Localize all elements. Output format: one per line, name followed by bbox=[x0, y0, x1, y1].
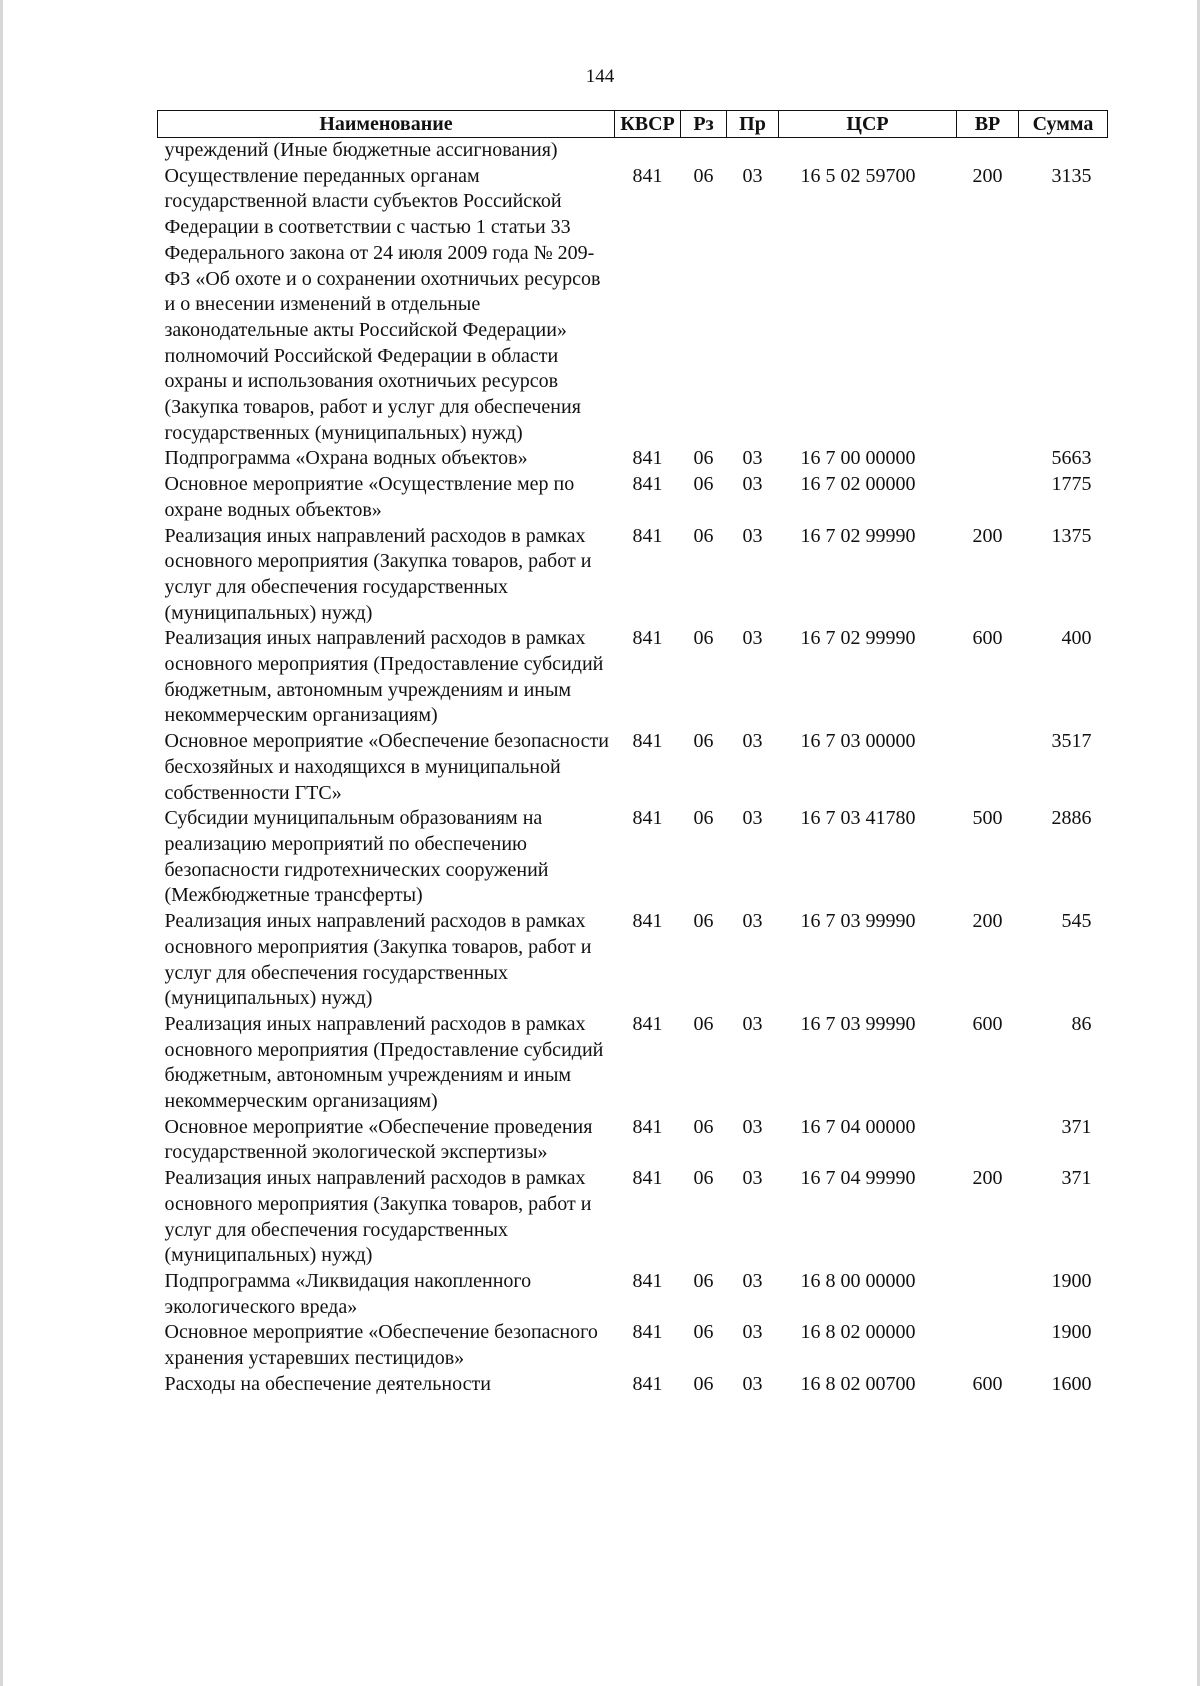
cell-rz: 06 bbox=[693, 473, 714, 496]
header-kvsr: КВСР bbox=[615, 111, 681, 138]
cell-vr: 600 bbox=[972, 627, 1003, 650]
cell-sum: 400 bbox=[1061, 627, 1092, 650]
header-rz: Рз bbox=[681, 111, 727, 138]
table-row bbox=[158, 1166, 1108, 1269]
cell-kvsr: 841 bbox=[632, 1269, 663, 1292]
cell-kvsr: 841 bbox=[632, 1115, 663, 1138]
cell-vr bbox=[957, 1115, 1019, 1166]
cell-kvsr: 841 bbox=[632, 1167, 663, 1190]
cell-csr: 16 7 02 99990 bbox=[800, 524, 916, 547]
cell-sum: 5663 bbox=[1051, 447, 1092, 470]
table-row bbox=[158, 909, 1108, 1012]
cell-sum: 545 bbox=[1061, 910, 1092, 933]
cell-rz: 06 bbox=[693, 1372, 714, 1395]
cell-pr: 03 bbox=[742, 473, 763, 496]
table-row bbox=[158, 524, 1108, 627]
cell-csr: 16 8 02 00000 bbox=[800, 1321, 916, 1344]
cell-vr bbox=[957, 1320, 1019, 1371]
cell-sum: 1375 bbox=[1051, 524, 1092, 547]
cell-vr: 200 bbox=[972, 524, 1003, 547]
cell-vr: 600 bbox=[972, 1372, 1003, 1395]
scan-edge-left bbox=[0, 0, 3, 1686]
header-csr: ЦСР bbox=[779, 111, 957, 138]
cell-kvsr: 841 bbox=[632, 1012, 663, 1035]
cell-rz: 06 bbox=[693, 1321, 714, 1344]
cell-kvsr: 841 bbox=[632, 730, 663, 753]
cell-name: Реализация иных направлений расходов в рамках основного мероприятия (Закупка товаров, работ и услуг для обеспечения государственных (муниципальных) нужд) bbox=[164, 524, 592, 624]
cell-vr bbox=[957, 729, 1019, 806]
table-row bbox=[158, 806, 1108, 909]
cell-pr bbox=[727, 138, 779, 164]
cell-kvsr: 841 bbox=[632, 627, 663, 650]
table-row bbox=[158, 472, 1108, 523]
table-row bbox=[158, 1320, 1108, 1371]
table-row bbox=[158, 1372, 1108, 1398]
cell-pr: 03 bbox=[742, 524, 763, 547]
table-row bbox=[158, 138, 1108, 164]
cell-vr bbox=[957, 446, 1019, 472]
cell-sum: 3517 bbox=[1051, 730, 1092, 753]
cell-kvsr: 841 bbox=[632, 910, 663, 933]
table-row bbox=[158, 626, 1108, 729]
cell-rz: 06 bbox=[693, 447, 714, 470]
cell-pr: 03 bbox=[742, 1012, 763, 1035]
cell-vr: 600 bbox=[972, 1012, 1003, 1035]
cell-rz: 06 bbox=[693, 1115, 714, 1138]
cell-vr: 200 bbox=[972, 910, 1003, 933]
cell-csr: 16 7 04 99990 bbox=[800, 1167, 916, 1190]
cell-csr: 16 8 02 00700 bbox=[800, 1372, 916, 1395]
cell-csr: 16 8 00 00000 bbox=[800, 1269, 916, 1292]
table-row bbox=[158, 1012, 1108, 1115]
cell-kvsr: 841 bbox=[632, 1372, 663, 1395]
cell-csr bbox=[779, 138, 957, 164]
cell-sum: 1900 bbox=[1051, 1321, 1092, 1344]
cell-name: Реализация иных направлений расходов в рамках основного мероприятия (Предоставление субсидий бюджетным, автономным учреждениям и иным некоммерческим организациям) bbox=[164, 627, 604, 727]
cell-rz: 06 bbox=[693, 730, 714, 753]
cell-pr: 03 bbox=[742, 1372, 763, 1395]
cell-pr: 03 bbox=[742, 910, 763, 933]
cell-rz: 06 bbox=[693, 1012, 714, 1035]
cell-pr: 03 bbox=[742, 1269, 763, 1292]
cell-name: учреждений (Иные бюджетные ассигнования) bbox=[164, 139, 558, 161]
cell-pr: 03 bbox=[742, 807, 763, 830]
table-row bbox=[158, 1115, 1108, 1166]
cell-kvsr bbox=[615, 138, 681, 164]
cell-sum: 2886 bbox=[1051, 807, 1092, 830]
cell-kvsr: 841 bbox=[632, 164, 663, 187]
cell-rz: 06 bbox=[693, 524, 714, 547]
cell-pr: 03 bbox=[742, 447, 763, 470]
cell-sum: 1600 bbox=[1051, 1372, 1092, 1395]
cell-pr: 03 bbox=[742, 1115, 763, 1138]
cell-name: Субсидии муниципальным образованиям на реализацию мероприятий по обеспечению безопасности гидротехнических сооружений (Межбюджетные трансферты) bbox=[164, 807, 549, 907]
cell-name: Расходы на обеспечение деятельности bbox=[164, 1372, 491, 1395]
cell-sum: 1900 bbox=[1051, 1269, 1092, 1292]
table-row bbox=[158, 164, 1108, 447]
cell-csr: 16 7 03 00000 bbox=[800, 730, 916, 753]
cell-vr bbox=[957, 472, 1019, 523]
cell-csr: 16 7 04 00000 bbox=[800, 1115, 916, 1138]
cell-kvsr: 841 bbox=[632, 524, 663, 547]
cell-rz bbox=[681, 138, 727, 164]
cell-kvsr: 841 bbox=[632, 447, 663, 470]
cell-sum: 86 bbox=[1071, 1012, 1092, 1035]
cell-name: Осуществление переданных органам государственной власти субъектов Российской Федерации в соответствии с частью 1 статьи 33 Федерального закона от 24 июля 2009 года № 209-ФЗ «Об охоте и о сохранении охотничьих ресурсов и о внесении изменений в отдельные законодательные акты Российской Федерации» полномочий Российской Федерации в области охраны и использования охотничьих ресурсов (Закупка товаров, работ и услуг для обеспечения государственных (муниципальных) нужд) bbox=[164, 164, 601, 444]
cell-name: Реализация иных направлений расходов в рамках основного мероприятия (Предоставление субсидий бюджетным, автономным учреждениям и иным некоммерческим организациям) bbox=[164, 1012, 604, 1113]
cell-rz: 06 bbox=[693, 1269, 714, 1292]
cell-rz: 06 bbox=[693, 807, 714, 830]
cell-name: Подпрограмма «Ликвидация накопленного экологического вреда» bbox=[164, 1269, 532, 1318]
table-header-row bbox=[158, 111, 1108, 138]
cell-csr: 16 7 02 00000 bbox=[800, 473, 916, 496]
cell-name: Основное мероприятие «Осуществление мер по охране водных объектов» bbox=[164, 473, 575, 521]
header-sum: Сумма bbox=[1019, 111, 1108, 138]
cell-pr: 03 bbox=[742, 730, 763, 753]
cell-pr: 03 bbox=[742, 164, 763, 187]
cell-name: Основное мероприятие «Обеспечение проведения государственной экологической экспертизы» bbox=[164, 1115, 593, 1164]
header-vr: ВР bbox=[957, 111, 1019, 138]
cell-vr: 200 bbox=[972, 164, 1003, 187]
cell-name: Подпрограмма «Охрана водных объектов» bbox=[164, 447, 528, 470]
cell-csr: 16 5 02 59700 bbox=[800, 164, 916, 187]
cell-sum: 3135 bbox=[1051, 164, 1092, 187]
cell-rz: 06 bbox=[693, 1167, 714, 1190]
cell-sum bbox=[1019, 138, 1108, 164]
cell-vr: 500 bbox=[972, 807, 1003, 830]
cell-sum: 371 bbox=[1061, 1115, 1092, 1138]
budget-table bbox=[157, 110, 1108, 1397]
cell-pr: 03 bbox=[742, 1321, 763, 1344]
cell-rz: 06 bbox=[693, 910, 714, 933]
table-row bbox=[158, 1269, 1108, 1320]
cell-csr: 16 7 03 41780 bbox=[800, 807, 916, 830]
cell-vr: 200 bbox=[972, 1167, 1003, 1190]
cell-pr: 03 bbox=[742, 627, 763, 650]
cell-vr bbox=[957, 1269, 1019, 1320]
cell-name: Основное мероприятие «Обеспечение безопасности бесхозяйных и находящихся в муниципальной собственности ГТС» bbox=[164, 730, 609, 804]
header-pr: Пр bbox=[727, 111, 779, 138]
header-name: Наименование bbox=[158, 111, 615, 138]
cell-csr: 16 7 00 00000 bbox=[800, 447, 916, 470]
cell-kvsr: 841 bbox=[632, 473, 663, 496]
cell-name: Реализация иных направлений расходов в рамках основного мероприятия (Закупка товаров, работ и услуг для обеспечения государственных (муниципальных) нужд) bbox=[164, 1167, 592, 1267]
cell-csr: 16 7 03 99990 bbox=[800, 1012, 916, 1035]
cell-csr: 16 7 03 99990 bbox=[800, 910, 916, 933]
cell-csr: 16 7 02 99990 bbox=[800, 627, 916, 650]
cell-kvsr: 841 bbox=[632, 807, 663, 830]
table-row bbox=[158, 729, 1108, 806]
cell-rz: 06 bbox=[693, 627, 714, 650]
cell-sum: 371 bbox=[1061, 1167, 1092, 1190]
cell-pr: 03 bbox=[742, 1167, 763, 1190]
cell-kvsr: 841 bbox=[632, 1321, 663, 1344]
cell-name: Реализация иных направлений расходов в рамках основного мероприятия (Закупка товаров, работ и услуг для обеспечения государственных (муниципальных) нужд) bbox=[164, 910, 592, 1010]
cell-sum: 1775 bbox=[1051, 473, 1092, 496]
cell-rz: 06 bbox=[693, 164, 714, 187]
table-row bbox=[158, 446, 1108, 472]
page-number: 144 bbox=[585, 66, 615, 87]
cell-vr bbox=[957, 138, 1019, 164]
cell-name: Основное мероприятие «Обеспечение безопасного хранения устаревших пестицидов» bbox=[164, 1321, 598, 1370]
